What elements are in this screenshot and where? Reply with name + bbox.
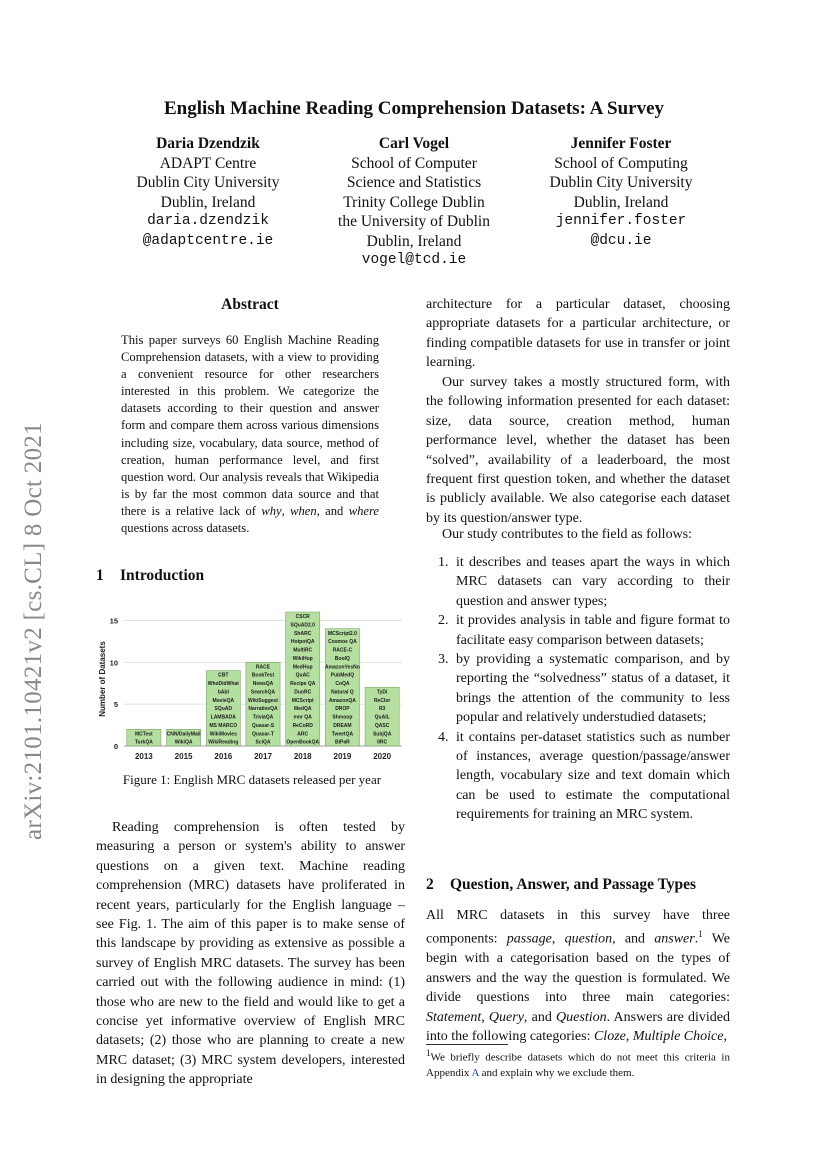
x-tick-label: 2017 (254, 752, 272, 761)
author-email: jennifer.foster (555, 213, 687, 229)
bar-dataset-label: ARC (297, 731, 309, 738)
footnote-marker: 1 (426, 1048, 431, 1058)
bar-dataset-label: MedHop (292, 664, 313, 671)
bar-dataset-label: RACE-C (332, 647, 353, 654)
bar-dataset-label: DREAM (333, 722, 352, 729)
bar-dataset-label: BoolQ (334, 655, 350, 662)
section-number: 1 (96, 567, 104, 584)
affiliation-line: Dublin, Ireland (573, 193, 669, 211)
bar-dataset-label: WhoDidWhat (207, 681, 239, 688)
abstract-sep: , (281, 503, 291, 518)
abstract-sep: , and (316, 503, 349, 518)
bar-dataset-label: QuAC (295, 672, 310, 679)
affiliation-line: Dublin, Ireland (160, 193, 256, 211)
footnote-text: We briefly describe datasets which do not meet this criteria in Appendix (426, 1051, 730, 1079)
affiliation-line: the University of Dublin (338, 213, 490, 230)
bar-dataset-label: ShARC (294, 630, 312, 637)
footnote-rule (426, 1044, 508, 1045)
text-run: . (694, 932, 699, 948)
bar-dataset-label: emr QA (293, 714, 312, 721)
author-block (521, 134, 721, 251)
bar-dataset-label: ReCoRD (292, 722, 313, 729)
emphasis: passage (506, 932, 552, 948)
list-item (426, 650, 730, 728)
bar-dataset-label: AmazonQA (328, 697, 356, 704)
bar-dataset-label: TyDi (376, 689, 388, 696)
text-run: . Answers are divided into the following categories: (426, 1009, 731, 1045)
bar-dataset-label: TweetQA (331, 731, 354, 738)
author-email: daria.dzendzik (147, 213, 269, 229)
emphasis: Query (488, 1009, 524, 1025)
bar-dataset-label: MultiRC (293, 647, 313, 654)
figure-1 (96, 610, 408, 770)
author-block (108, 134, 308, 251)
bar-dataset-label: CoQA (335, 681, 350, 688)
bar-dataset-label: BookTest (251, 672, 275, 679)
text-run: , and (612, 932, 655, 948)
right-paragraph-1: architecture for a particular dataset, choosing appropriate datasets for a particular architecture, or finding compatible datasets for use in transfer or joint learning. (426, 297, 730, 371)
bar-dataset-label: MCTest (135, 731, 153, 738)
y-tick-label: 5 (113, 700, 118, 710)
y-tick-label: 15 (109, 616, 118, 626)
bar-dataset-label: SubjQA (372, 731, 392, 738)
list-item-text: it describes and teases apart the ways in which MRC datasets can vary according to their question and answer types; (456, 555, 730, 609)
bar-dataset-label: HotpotQA (290, 639, 315, 646)
abstract-emphasis: why (261, 503, 282, 518)
author-email: @adaptcentre.ie (142, 232, 274, 249)
bar-dataset-label: Recipe QA (290, 681, 316, 688)
bar-dataset-label: OpenBookQA (286, 739, 320, 746)
text-run: , (551, 932, 565, 948)
affiliation-line: Science and Statistics (346, 174, 482, 191)
bar-dataset-label: MCScript2.0 (327, 630, 357, 637)
bar-dataset-label: WikiSuggest (248, 697, 278, 704)
abstract-heading: Abstract (221, 296, 279, 313)
bar-dataset-label: R3 (378, 706, 386, 713)
bar-dataset-label: BiPaR (335, 739, 350, 746)
bar-dataset-label: MS MARCO (209, 722, 238, 729)
bar-dataset-label: WikiReading (208, 739, 239, 746)
arxiv-watermark: arXiv:2101.10421v2 [cs.CL] 8 Oct 2021 (20, 422, 47, 840)
text-run: , and (523, 1009, 557, 1025)
emphasis: Statement (426, 1009, 482, 1025)
section-heading-qa-types (426, 876, 696, 894)
list-item-text: it provides analysis in table and figure format to facilitate easy comparison between datasets; (456, 613, 730, 648)
x-tick-label: 2018 (293, 752, 312, 761)
list-item (426, 611, 730, 650)
section-title: Question, Answer, and Passage Types (450, 876, 697, 893)
right-paragraph-2: Our survey takes a mostly structured form, with the following information presented for each dataset: size, data source, creation method, human performance level, whether the dataset has been “solved”, availability of a leaderboard, the most frequent first question token, and whether the dataset is publicly available. We also categorise each dataset by its question/answer type. (426, 375, 730, 526)
bar-dataset-label: LAMBADA (210, 714, 236, 721)
text-run: All MRC datasets in this survey have three components: (426, 908, 730, 948)
list-item-text: it contains per-dataset statistics such as number of instances, average question/passage/answer length, vocabulary size and text domain which can be used to estimate the computational requirements for training an MRC system. (456, 729, 730, 823)
y-tick-label: 0 (113, 742, 118, 751)
bar-dataset-label: CBT (218, 672, 229, 679)
abstract-text (121, 332, 379, 537)
intro-paragraph: Reading comprehension is often tested by measuring a person or system's ability to answer questions on a given text. Machine reading comprehension (MRC) datasets have proliferated in recent years, particularly for the English language – see Fig. 1. The aim of this paper is to make sense of this landscape by providing as extensive as possible a survey of English MRC datasets. The survey has been carried out with the following audience in mind: (1) those who are new to the field and would like to get a concise yet informative overview of English MRC datasets; (2) those who are planning to create a new MRC dataset; (3) MRC system developers, interested in designing the appropriate (96, 820, 405, 1088)
author-block (314, 134, 514, 271)
affiliation-line: Dublin City University (549, 174, 693, 191)
bar-dataset-label: DROP (335, 706, 350, 713)
datasets-per-year-chart (96, 610, 408, 770)
bar-dataset-label: Quasar-T (252, 731, 274, 738)
author-email: vogel@tcd.ie (361, 252, 467, 268)
author-name: Daria Dzendzik (156, 135, 260, 152)
bar-dataset-label: WikiQA (174, 739, 193, 746)
author-name: Carl Vogel (378, 135, 450, 152)
bar-dataset-label: SQuAD (214, 706, 233, 713)
list-item-text: by providing a systematic comparison, and by reporting the “solvedness” status of a dataset, it brings the attention of the community to less popular and relatively understudied datasets; (456, 652, 730, 726)
abstract-body: questions across datasets. (121, 521, 250, 536)
affiliation-line: Dublin, Ireland (366, 232, 462, 250)
section2-paragraph (426, 906, 730, 1047)
abstract-emphasis: when (290, 503, 317, 518)
author-email: @dcu.ie (590, 232, 652, 249)
y-tick-label: 10 (109, 658, 118, 668)
bar-dataset-label: ReClor (373, 697, 391, 704)
bar-dataset-label: Quasar-S (251, 722, 275, 729)
bar-dataset-label: SQuAD2.0 (290, 622, 315, 629)
bar-dataset-label: IIRC (377, 739, 388, 746)
bar-dataset-label: PubMedQ (330, 672, 355, 679)
bar-dataset-label: MedQA (293, 706, 312, 713)
bar-dataset-label: AmazonYesNo (325, 664, 360, 671)
bar-dataset-label: MCScript (291, 697, 314, 704)
bar-dataset-label: SciQA (255, 739, 271, 746)
paper-title: English Machine Reading Comprehension Datasets: A Survey (163, 98, 665, 119)
bar-dataset-label: Shmoop (332, 714, 353, 721)
text-run: We begin with a categorisation based on the types of answers and the way the question is formulated. We divide questions into three main categories: (426, 932, 731, 1006)
bar-dataset-label: TurkQA (134, 739, 153, 746)
author-name: Jennifer Foster (570, 135, 672, 152)
bar-dataset-label: QuAIL (374, 714, 390, 721)
affiliation-line: Dublin City University (136, 174, 280, 191)
emphasis: Multiple Choice (632, 1029, 724, 1045)
x-tick-label: 2020 (373, 752, 392, 761)
affiliation-line: School of Computing (554, 154, 688, 172)
x-tick-label: 2015 (174, 752, 193, 761)
bar-dataset-label: NarrativeQA (248, 706, 278, 713)
text-run: , (723, 1029, 727, 1045)
bar-dataset-label: bAbI (217, 689, 229, 696)
bar-dataset-label: NewsQA (252, 681, 274, 688)
bar-dataset-label: CNN/DailyMail (166, 731, 201, 738)
text-run: , (625, 1029, 633, 1045)
emphasis: Question (556, 1009, 607, 1025)
emphasis: question (564, 932, 613, 948)
bar-dataset-label: CSCR (295, 614, 310, 621)
x-tick-label: 2019 (333, 752, 352, 761)
contributions-list (426, 553, 730, 825)
bar-dataset-label: QASC (374, 722, 390, 729)
figure-caption: Figure 1: English MRC datasets released per year (122, 772, 382, 787)
y-axis-label: Number of Datasets (98, 641, 107, 717)
bar-dataset-label: SearchQA (250, 689, 276, 696)
list-number: 3. (438, 652, 449, 668)
list-number: 4. (438, 729, 449, 745)
footnote-marker[interactable]: 1 (698, 929, 703, 940)
bar-dataset-label: Natural Q (331, 689, 354, 696)
affiliation-line: School of Computer (351, 154, 477, 172)
section-number: 2 (426, 876, 434, 893)
list-number: 1. (438, 555, 449, 570)
list-item (426, 728, 730, 825)
bar-dataset-label: MovieQA (212, 697, 235, 704)
bar-dataset-label: TriviaQA (252, 714, 274, 721)
bar-dataset-label: WikiHop (292, 655, 313, 662)
list-number: 2. (438, 613, 449, 629)
bar-dataset-label: WikiMovies (209, 731, 237, 738)
right-paragraph-3: Our study contributes to the field as follows: (442, 527, 693, 542)
affiliation-line: ADAPT Centre (159, 154, 257, 172)
abstract-body: This paper surveys 60 English Machine Reading Comprehension datasets, with a view to providing a convenient resource for other researchers interested in this problem. We categorize the datasets according to their question and answer form and compare them across various dimensions including size, vocabulary, data source, method of creation, human performance level, and first question word. Our analysis reveals that Wikipedia is by far the most common data source and that there is a relative lack of (121, 333, 379, 518)
affiliation-line: Trinity College Dublin (343, 193, 485, 211)
appendix-link[interactable]: A (471, 1066, 479, 1079)
bar-dataset-label: DuoRC (294, 689, 312, 696)
emphasis: Cloze (593, 1029, 626, 1045)
x-tick-label: 2016 (214, 752, 233, 761)
text-run: , (481, 1009, 489, 1025)
x-tick-label: 2013 (134, 752, 153, 761)
emphasis: answer (654, 932, 695, 948)
section-heading-introduction (96, 567, 204, 585)
footnote (426, 1046, 730, 1081)
footnote-text: and explain why we exclude them. (478, 1066, 635, 1079)
bar-dataset-label: Cosmos QA (328, 639, 357, 646)
list-item (426, 553, 730, 611)
section-title: Introduction (120, 567, 205, 584)
abstract-emphasis: where (348, 503, 379, 518)
bar-dataset-label: RACE (255, 664, 271, 671)
